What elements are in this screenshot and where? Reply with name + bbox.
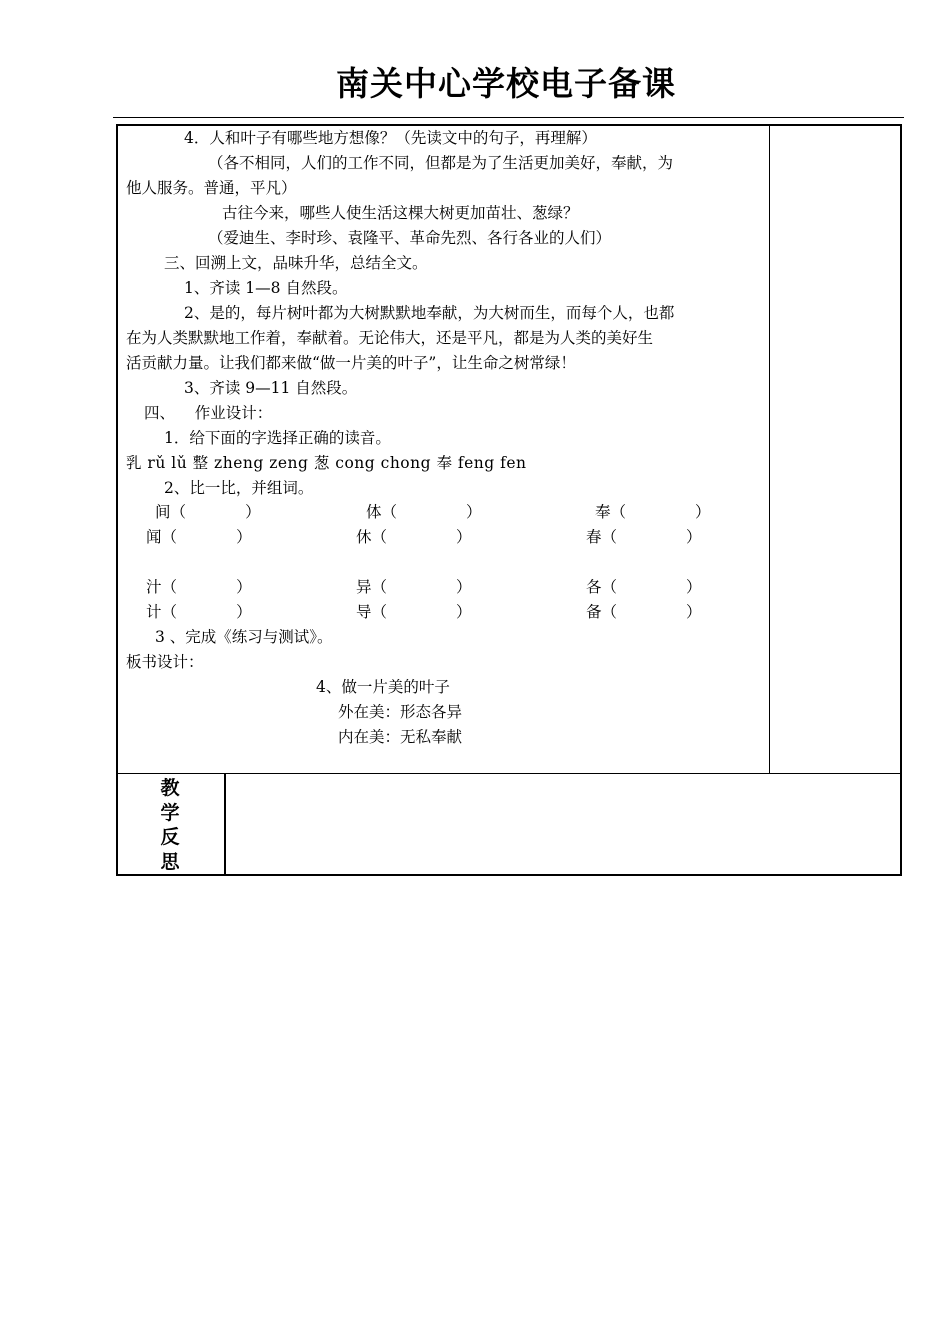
section-3-heading: 三、回溯上文，品味升华，总结全文。 [164, 254, 428, 272]
compare-item: 休（ ） [356, 528, 472, 546]
reflection-column-divider [224, 773, 226, 876]
compare-item: 春（ ） [586, 528, 702, 546]
teaching-reflection-field[interactable] [227, 776, 899, 873]
compare-item: 奉（ ） [595, 503, 711, 521]
compare-item: 备（ ） [586, 603, 702, 621]
question-5: 古往今来，哪些人使生活这棵大树更加苗壮、葱绿？ [222, 204, 579, 222]
page-title: 南关中心学校电子备课 [336, 64, 676, 103]
compare-item: 各（ ） [586, 578, 702, 596]
compare-item: 导（ ） [356, 603, 472, 621]
board-design-label: 板书设计： [126, 653, 204, 671]
table-row-divider [116, 773, 902, 774]
section-3-item-3: 3、齐读 9—11 自然段。 [184, 379, 358, 397]
compare-item: 间（ ） [155, 503, 261, 521]
compare-item: 汁（ ） [146, 578, 252, 596]
question-5-answer: （爱迪生、李时珍、袁隆平、革命先烈、各行各业的人们） [208, 229, 612, 247]
page-header [0, 62, 950, 106]
table-column-divider [769, 124, 770, 774]
question-4-answer-line-2: 他人服务。普通，平凡） [126, 179, 297, 197]
question-4-answer-line-1: （各不相同，人们的工作不同，但都是为了生活更加美好，奉献，为 [208, 154, 674, 172]
board-design-title: 4、做一片美的叶子 [316, 678, 450, 696]
homework-1: 1．给下面的字选择正确的读音。 [164, 429, 391, 447]
section-3-item-1: 1、齐读 1—8 自然段。 [184, 279, 348, 297]
compare-item: 计（ ） [146, 603, 252, 621]
board-design-point-1: 外在美：形态各异 [338, 703, 463, 721]
header-divider [113, 117, 904, 118]
compare-item: 体（ ） [366, 503, 482, 521]
section-3-item-2-line-1: 2、是的，每片树叶都为大树默默地奉献，为大树而生，而每个人，也都 [184, 304, 675, 322]
pinyin-choices: 乳 rǔ lǔ 整 zheng zeng 葱 cong chong 奉 feng fen [126, 454, 527, 472]
compare-item: 闻（ ） [146, 528, 252, 546]
homework-3: 3 、完成《练习与测试》。 [155, 628, 333, 646]
homework-2: 2、比一比，并组词。 [164, 479, 314, 497]
compare-item: 异（ ） [356, 578, 472, 596]
section-3-item-2-line-2: 在为人类默默地工作着，奉献着。无论伟大，还是平凡，都是为人类的美好生 [126, 329, 654, 347]
section-3-item-2-line-3: 活贡献力量。让我们都来做“做一片美的叶子”，让生命之树常绿！ [126, 354, 576, 372]
section-4-heading: 四、 作业设计： [144, 404, 273, 422]
question-4: 4．人和叶子有哪些地方想像？（先读文中的句子，再理解） [184, 129, 597, 147]
board-design-point-2: 内在美：无私奉献 [338, 728, 463, 746]
teaching-reflection-label: 教 学 反 思 [160, 777, 180, 873]
